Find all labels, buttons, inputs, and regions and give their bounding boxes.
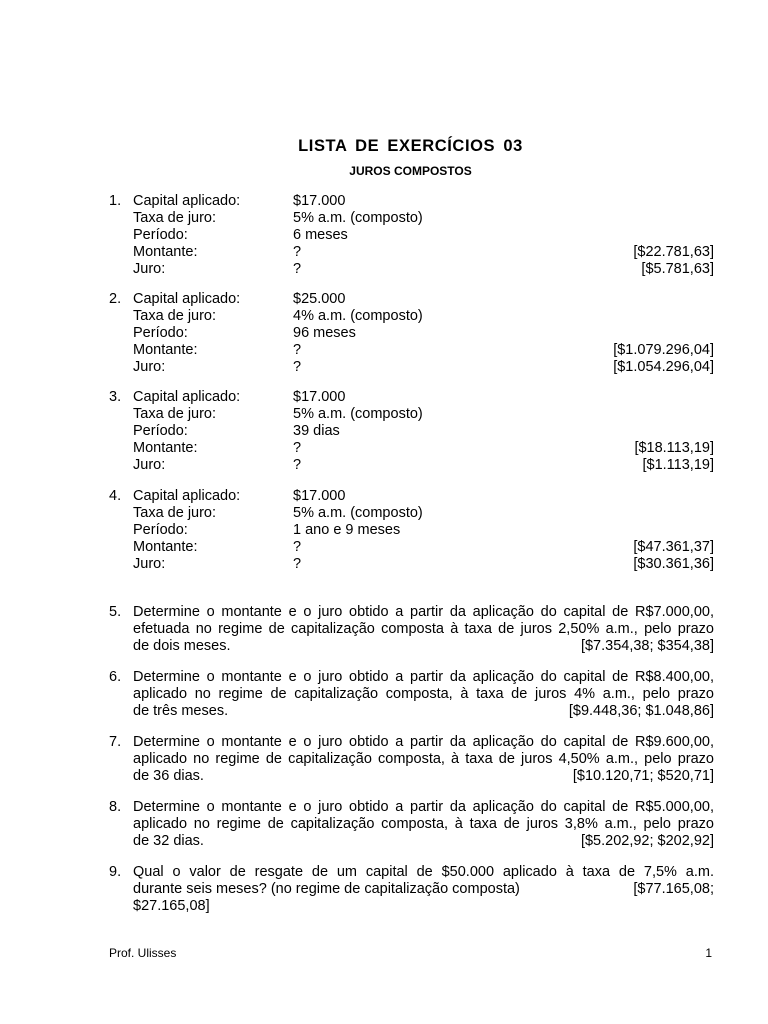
row-value: ? [293, 440, 302, 456]
row-answer: [$1.113,19] [642, 457, 714, 473]
exercise-text-line: de 36 dias. [133, 768, 204, 784]
row-label: Taxa de juro: [133, 308, 217, 324]
exercise-9 [109, 864, 714, 915]
row-label: Montante: [133, 244, 198, 260]
row-value: ? [293, 457, 302, 473]
row-value: ? [293, 539, 302, 555]
row-label: Juro: [133, 359, 166, 375]
row-answer: [$30.361,36] [633, 556, 714, 572]
row-value: $25.000 [293, 291, 346, 307]
row-label: Período: [133, 423, 188, 439]
exercise-number: 6. [109, 669, 122, 685]
row-value: 6 meses [293, 227, 348, 243]
row-label: Capital aplicado: [133, 193, 241, 209]
row-label: Juro: [133, 457, 166, 473]
exercise-answer: [$10.120,71; $520,71] [572, 768, 714, 784]
row-value: ? [293, 244, 302, 260]
exercise-number: 7. [109, 734, 122, 750]
row-answer: [$1.079.296,04] [613, 342, 714, 358]
row-value: $17.000 [293, 488, 346, 504]
exercise-number: 3. [109, 389, 122, 405]
row-value: ? [293, 556, 302, 572]
exercise-text-line: de 32 dias. [133, 833, 204, 849]
row-label: Taxa de juro: [133, 406, 217, 422]
row-value: ? [293, 342, 302, 358]
row-value: 96 meses [293, 325, 356, 341]
row-value: $17.000 [293, 389, 346, 405]
page-title: LISTA DE EXERCÍCIOS 03 [298, 137, 523, 155]
footer-author: Prof. Ulisses [109, 946, 177, 960]
exercise-text-line: Determine o montante e o juro obtido a partir da aplicação do capital de R$9.600,00, [133, 734, 714, 750]
exercise-text-line: de três meses. [133, 703, 229, 719]
exercise-text-line: de dois meses. [133, 638, 231, 654]
exercise-answer: [$5.202,92; $202,92] [580, 833, 714, 849]
row-label: Período: [133, 522, 188, 538]
page-subtitle: JUROS COMPOSTOS [349, 164, 472, 178]
footer-page-number: 1 [705, 946, 712, 960]
row-label: Taxa de juro: [133, 210, 217, 226]
row-answer: [$22.781,63] [633, 244, 714, 260]
exercise-text-line: Determine o montante e o juro obtido a partir da aplicação do capital de R$5.000,00, [133, 799, 714, 815]
exercise-number: 5. [109, 604, 122, 620]
exercise-answer: [$7.354,38; $354,38] [580, 638, 714, 654]
exercise-1 [109, 193, 714, 278]
row-label: Capital aplicado: [133, 488, 241, 504]
exercise-text-line: Determine o montante e o juro obtido a partir da aplicação do capital de R$7.000,00, [133, 604, 714, 620]
row-answer: [$47.361,37] [633, 539, 714, 555]
exercise-3 [109, 389, 714, 474]
exercise-text-line: durante seis meses? (no regime de capitalização composta) [133, 881, 520, 897]
exercise-text-line: aplicado no regime de capitalização composta, à taxa de juros 4% a.m., pelo prazo [133, 686, 714, 702]
row-value: ? [293, 261, 302, 277]
exercise-answer: [$9.448,36; $1.048,86] [568, 703, 714, 719]
row-label: Período: [133, 227, 188, 243]
row-label: Montante: [133, 440, 198, 456]
exercise-text-line: Determine o montante e o juro obtido a partir da aplicação do capital de R$8.400,00, [133, 669, 714, 685]
row-label: Taxa de juro: [133, 505, 217, 521]
row-label: Capital aplicado: [133, 389, 241, 405]
row-label: Montante: [133, 342, 198, 358]
row-value: $17.000 [293, 193, 346, 209]
exercise-8 [109, 799, 714, 850]
row-value: 39 dias [293, 423, 340, 439]
row-label: Juro: [133, 261, 166, 277]
row-value: ? [293, 359, 302, 375]
row-answer: [$18.113,19] [634, 440, 714, 456]
exercise-7 [109, 734, 714, 785]
row-value: 1 ano e 9 meses [293, 522, 401, 538]
exercise-text-line: Qual o valor de resgate de um capital de $50.000 aplicado à taxa de 7,5% a.m. [133, 864, 714, 880]
row-value: 5% a.m. (composto) [293, 505, 423, 521]
exercise-2 [109, 291, 714, 376]
exercise-text-line: aplicado no regime de capitalização composta, à taxa de juros 4,50% a.m., pelo prazo [133, 751, 714, 767]
row-label: Período: [133, 325, 188, 341]
row-value: 5% a.m. (composto) [293, 210, 423, 226]
row-label: Capital aplicado: [133, 291, 241, 307]
row-label: Montante: [133, 539, 198, 555]
exercise-6 [109, 669, 714, 720]
exercise-4 [109, 488, 714, 573]
row-label: Juro: [133, 556, 166, 572]
exercise-number: 9. [109, 864, 122, 880]
exercise-number: 4. [109, 488, 122, 504]
exercise-number: 8. [109, 799, 122, 815]
exercise-number: 2. [109, 291, 122, 307]
row-answer: [$5.781,63] [641, 261, 714, 277]
exercise-number: 1. [109, 193, 122, 209]
exercise-5 [109, 604, 714, 655]
row-answer: [$1.054.296,04] [613, 359, 714, 375]
exercise-text-line: aplicado no regime de capitalização composta, à taxa de juros 3,8% a.m., pelo prazo [133, 816, 714, 832]
exercise-text-line: efetuada no regime de capitalização composta à taxa de juros 2,50% a.m., pelo prazo [133, 621, 714, 637]
row-value: 5% a.m. (composto) [293, 406, 423, 422]
exercise-answer: $27.165,08] [133, 898, 210, 914]
exercise-answer: [$77.165,08; [633, 881, 714, 897]
row-value: 4% a.m. (composto) [293, 308, 423, 324]
